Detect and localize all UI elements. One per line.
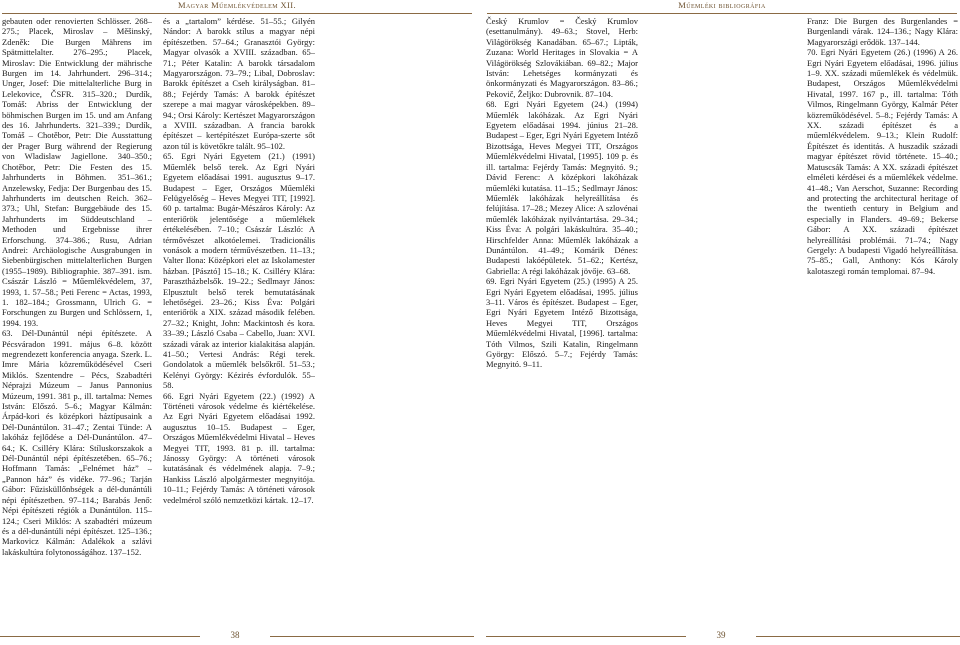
entry-paragraph: 66. Egri Nyári Egyetem (22.) (1992) A Történeti városok védelme és kiértékelése. Az Egri Nyári Egyetem előadásai 1992. augusztus 10–15. Budapest – Eger, Országos Műemlékvédelmi Hivatal – Heves Megyei TIT, 1993. 81 p. ill. tartalma: Jánossy György: A történeti városok kutatásának és védelmének alapja. 7–9.; Hankiss László alpolgármester megnyitója. 10–11.; Fejérdy Tamás: A történeti városok vedelmérol szóló nemzetközi kártak. 12–17. — [163, 390, 315, 505]
footer-rule — [0, 636, 200, 637]
running-header-left: Magyar Műemlékvédelem XII. — [2, 0, 472, 14]
footer-rule — [270, 636, 474, 637]
page-gutter — [476, 0, 484, 645]
entry-paragraph: Český Krumlov = Český Krumlov (esettanulmány). 49–63.; Stovel, Herb: Világörökség Kanadában. 65–67.; Lipták, Zuzana: World Heritages in Slovakia = A Világörökség Szlovákiában. 69–82.; Major István: Lehetséges kormányzati és önkormányzati és Magyarországon. 83–86.; Pekovič, Željko: Dubrovnik. 87–104. — [486, 16, 638, 99]
footer-rule — [486, 636, 686, 637]
column-3b — [648, 16, 798, 624]
entry-paragraph: 68. Egri Nyári Egyetem (24.) (1994) Műemlék lakóházak. Az Egri Nyári Egyetem előadásai 1994. június 21–28. Budapest – Eger, Egri Nyári Egyetem Intéző Bizottsága, Heves Megyei TIT, Országos Műemlékvédelmi Hivatal, [1995]. 109 p. és ill. tartalma: Fejérdy Tamás: Megnyitó. 9.; Dávid Ferenc: A középkori lakóházak műemléki kutatása. 11–15.; Sedlmayr János: Műemlék lakóházak helyreállítása és felújítása. 17–28.; Mezey Alice: A szlovénai műemlék lakóházak nyilvántartása. 29–34.; Kiss Éva: A polgári lakáskultúra. 35–40.; Hirschfelder Anna: Műemlék lakóházak a Dunántúlon. 41–49.; Komárik Dénes: Budapesti lakóépületek. 51–62.; Kertész, Gabriella: A régi lakóházak jövője. 63–68. — [486, 99, 638, 276]
entry-paragraph: 69. Egri Nyári Egyetem (25.) (1995) A 25. Egri Nyári Egyetem előadásai, 1995. július 3–11. Város és építészet. Budapest – Eger, Egri Nyári Egyetem Intéző Bizottsága, Heves Megyei TIT, Országos Műemlékvédelmi Hivatal, [1996]. tartalma: Tóth Vilmos, Szili Katalin, Ringelmann György: Előszó. 5–7.; Fejérdy Tamás: Megnyitó. 9–11. — [486, 276, 638, 370]
column-4 — [807, 16, 958, 624]
entry-paragraph: 63. Dél-Dunántúl népi építészete. A Pécsváradon 1991. május 6–8. között megrendezett konferencia anyaga. Szerk. L. Imre Mária közreműködésével Cseri Miklós. Szentendre – Pécs, Szabadtéri Néprajzi Múzeum – Janus Pannonius Múzeum, 1991. 381 p., ill. tartalma: Nemes István: Előszó. 5–6.; Magyar Kálmán: Árpád-kori és középkori háztípusaink a Dél-Dunántúlon. 31–47.; Zentai Tünde: A lakóház fejlődése a Dél-Dunántúlon. 47–64.; K. Csilléry Klára: Stíluskorszakok a Dél-Dunántúl népi építészetében. 65–76.; Hoffmann Tamás: „Felnémet ház” – „Pannon ház” és vidéke. 77–96.; Tarján Gábor: Fűzisküllőnbségek a dél-dunántúli népi építészetben. 97–114.; Barabás Jenő: Népi építészeti régiók a Dunántúlon. 115–124.; Cseri Miklós: A szabadtéri múzeum és a dél-dunántúli népi építészet. 125–136.; Markovicz Kálmán: Adalékok a szlávi lakáskultúra folytonosságához. 137–152. — [2, 328, 152, 557]
entry-paragraph: Franz: Die Burgen des Burgenlandes = Burgenlandi várak. 124–136.; Nagy Klára: Magyarországi erődök. 137–144. — [807, 16, 958, 47]
running-header-right: Műemléki bibliográfia — [487, 0, 957, 14]
column-2b — [324, 16, 470, 624]
entry-paragraph: és a „tartalom” kérdése. 51–55.; Gilyén Nándor: A barokk stílus a magyar népi építészetben. 57–64.; Granasztói György: Magyar olvasók a XVIII. században. 65–71.; Péter Katalin: A barokk társadalom Magyarországon. 73–79.; Libal, Dobroslav: Barokk építészet a Cseh királyságban. 81–88.; Fejérdy Tamás: A barokk építészet szerepe a mai magyar városképekben. 89–94.; Orsi Károly: Kertészet Magyarországon a XVIII. században. A francia barokk építészet – kertépítészet Európa-szerte sőt azon túl is követőkre talált. 95–102. — [163, 16, 315, 151]
entry-paragraph: 65. Egri Nyári Egyetem (21.) (1991) Műemlék belső terek. Az Egri Nyári Egyetem előadásai 1991. augusztus 9–17. Budapest – Eger, Országos Műemléki Felügyelőség – Heves Megyei TIT, [1992]. 60 p. tartalma: Bugár-Mészáros Károly: Az enteriőrök jelentősége a műemlékek értékelésében. 7–10.; Császár László: A térmővészet alkotóelemei. Tradicionális vonások a modern térművészetben. 11–13.; Valter Ilona: Középkori elet az Iskolamester házban. [Pásztó] 15–18.; K. Csilléry Klára: Parasztházbelsők. 19–22.; Sedlmayr János: Elpusztult belső terek bemutatásának lehetőségei. 23–26.; Kiss Éva: Polgári enteriőrök a XIX. század második felében. 27–32.; Knight, John: Mackintosh és kora. 33–39.; László Csaba – Cabello, Juan: XVI. századi várak az interior kialakitása alapján. 41–50.; Vertesi András: Régi terek. Gondolatok a műemlék belsőkről. 51–53.; Kelényi György: Kézirés évfordulók. 55–58. — [163, 151, 315, 391]
footer-rule — [756, 636, 960, 637]
column-2 — [163, 16, 315, 624]
column-1 — [2, 16, 152, 624]
page-number-left: 38 — [230, 630, 240, 640]
entry-paragraph: gebauten oder renovierten Schlösser. 268–275.; Placek, Miroslav – Měšinský, Zdeněk: Die Burgen Mährens im Spätmittelalter. 276–295.; Placek, Miroslav: Die Entwicklung der mährische Burgen im 14. Jahrhundert. 296–314.; Unger, Josef: Die mittelalterliche Burg in Lelekovice, ČSFR. 315–320.; Durdík, Tomáš: Abriss der Entwicklung der böhmischen Burgen im 15. und am Anfang des 16. Jahrhunderts. 321–339.; Durdík, Tomáš – Chotěbor, Petr: Die Ausstattung der Prager Burg während der Regierung von Wladislaw Jagiellone. 340–350.; Chotěbor, Petr: Die Festen des 15. Jahrhunderts in Böhmen. 351–361.; Anzelewsky, Fedja: Der Burgenbau des 15. Jahrhunderts im deutschen Reich. 362–373.; Uhl, Stefan: Burggebäude des 15. Jahrhunderts im Süddeutschland – Methoden und Ergebnisse ihrer Erforschung. 374–386.; Rusu, Adrian Andrei: Archäologische Ausgrabungen in Siebenbürgischen mittelalterlichen Burgen (1955–1989). Bibliographie. 387–391. ism. Császár László = Műemlékvédelem, 37, 1993, 1. 57–58.; Peti Ferenc = Actas, 1993, 1. 182–184.; Grossmann, Ulrich G. = Forschungen zu Burgen und Schlössern, 1, 1994. 193. — [2, 16, 152, 328]
entry-paragraph: 70. Egri Nyári Egyetem (26.) (1996) A 26. Egri Nyári Egyetem előadásai, 1996. július 1–9. XX. századi műemlékek és védelmük. Budapest, Országos Műemlékvédelmi Hivatal, 1997. 167 p., ill. tartalma: Tóth Vilmos, Ringelmann György, Kalmár Péter közreműködésével. 5–8.; Fejérdy Tamás: A XX. századi építészet és a műemlékvédelem. 9–13.; Klein Rudolf: Építészet és identitás. A huszadik századi magyar építészet rövid története. 15–40.; Matuscsák Tamás: A XX. századi építészet elméleti kérdései és a műemlékek védelme. 41–48.; Van Aerschot, Suzanne: Recording and protecting the architectural heritage of the twentieth century in Belgium and especially in Flanders. 49–69.; Bekerse Gábor: A XX. századi építészet helyreállítási problémái. 71–74.; Nagy Gergely: A budapesti Vigadó helyreállítása. 75–85.; Gall, Anthony: Kós Károly kalotaszegi román templomai. 87–94. — [807, 47, 958, 276]
column-3 — [486, 16, 638, 624]
page-number-right: 39 — [716, 630, 726, 640]
